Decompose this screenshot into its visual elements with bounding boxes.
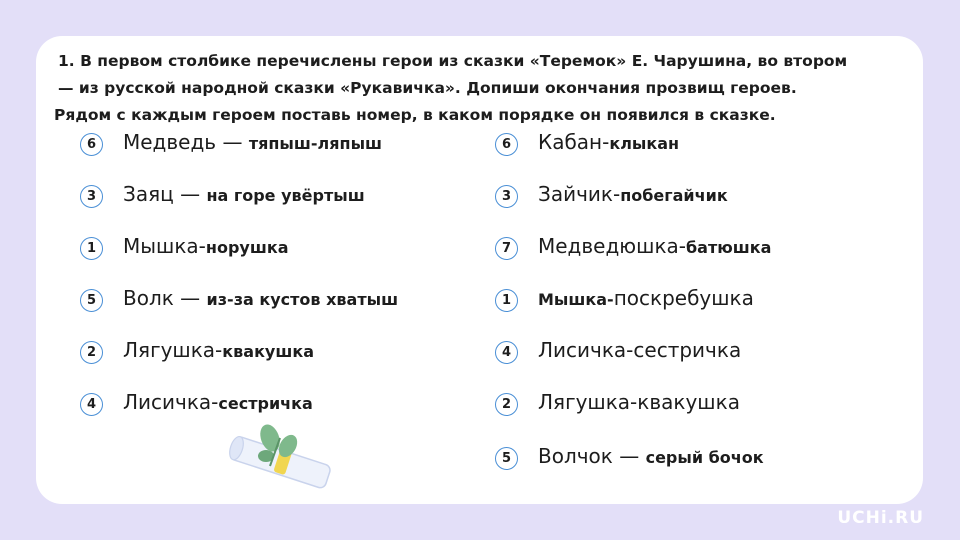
uchi-logo: UCHi.RU	[837, 508, 924, 528]
hero-text	[123, 182, 365, 206]
task-line-3: Рядом с каждым героем поставь номер, в каком порядке он появился в сказке.	[54, 106, 776, 124]
hero-nickname: квакушка	[222, 342, 314, 361]
right-column	[495, 130, 895, 483]
hero-nickname: поскребушка	[613, 286, 754, 310]
order-number: 4	[80, 393, 103, 416]
hero-text	[123, 234, 288, 258]
hero-nickname: серый бочок	[645, 448, 764, 467]
order-number: 5	[80, 289, 103, 312]
hero-name: Мышка-	[123, 234, 206, 258]
hero-text	[538, 234, 771, 258]
hero-text	[538, 182, 728, 206]
task-line-2: — из русской народной сказки «Рукавичка». Допиши окончания прозвищ героев.	[58, 79, 797, 97]
order-number: 7	[495, 237, 518, 260]
hero-name: Заяц —	[123, 182, 207, 206]
order-number: 3	[495, 185, 518, 208]
hero-text	[123, 130, 382, 154]
order-number: 2	[80, 341, 103, 364]
hero-text: Лисичка-сестричка	[538, 338, 742, 362]
hero-name: Зайчик-	[538, 182, 621, 206]
order-number: 2	[495, 393, 518, 416]
hero-nickname: норушка	[205, 238, 289, 257]
hero-nickname: побегайчик	[620, 186, 728, 205]
order-number: 5	[495, 447, 518, 470]
hero-name: Волк —	[123, 286, 207, 310]
hero-name: Лисичка-	[123, 390, 219, 414]
order-number: 6	[495, 133, 518, 156]
task-line-1: 1. В первом столбике перечислены герои из сказки «Теремок» Е. Чарушина, во втором	[58, 52, 848, 70]
task-instructions	[54, 48, 924, 129]
hero-name-bold: Мышка-	[538, 290, 614, 309]
left-column	[80, 130, 480, 433]
hero-text	[538, 130, 679, 154]
hero-name: Медведюшка-	[538, 234, 686, 258]
hero-text: Лягушка-квакушка	[538, 390, 740, 414]
hero-nickname: на горе увёртыш	[206, 186, 365, 205]
hero-nickname: батюшка	[686, 238, 772, 257]
hero-text	[123, 390, 313, 414]
hero-text	[538, 286, 754, 310]
scroll-leaves-illustration	[222, 418, 337, 493]
order-number: 6	[80, 133, 103, 156]
hero-nickname: сестричка	[218, 394, 313, 413]
hero-name: Волчок —	[538, 444, 646, 468]
order-number: 1	[495, 289, 518, 312]
hero-text	[123, 286, 398, 310]
hero-nickname: клыкан	[609, 134, 680, 153]
hero-nickname: тяпыш-ляпыш	[248, 134, 383, 153]
order-number: 3	[80, 185, 103, 208]
hero-name: Кабан-	[538, 130, 610, 154]
order-number: 1	[80, 237, 103, 260]
hero-text	[538, 444, 764, 468]
hero-name: Лягушка-	[123, 338, 223, 362]
hero-text	[123, 338, 314, 362]
task-card	[36, 36, 923, 504]
hero-name: Медведь —	[123, 130, 249, 154]
hero-nickname: из-за кустов хватыш	[206, 290, 399, 309]
order-number: 4	[495, 341, 518, 364]
